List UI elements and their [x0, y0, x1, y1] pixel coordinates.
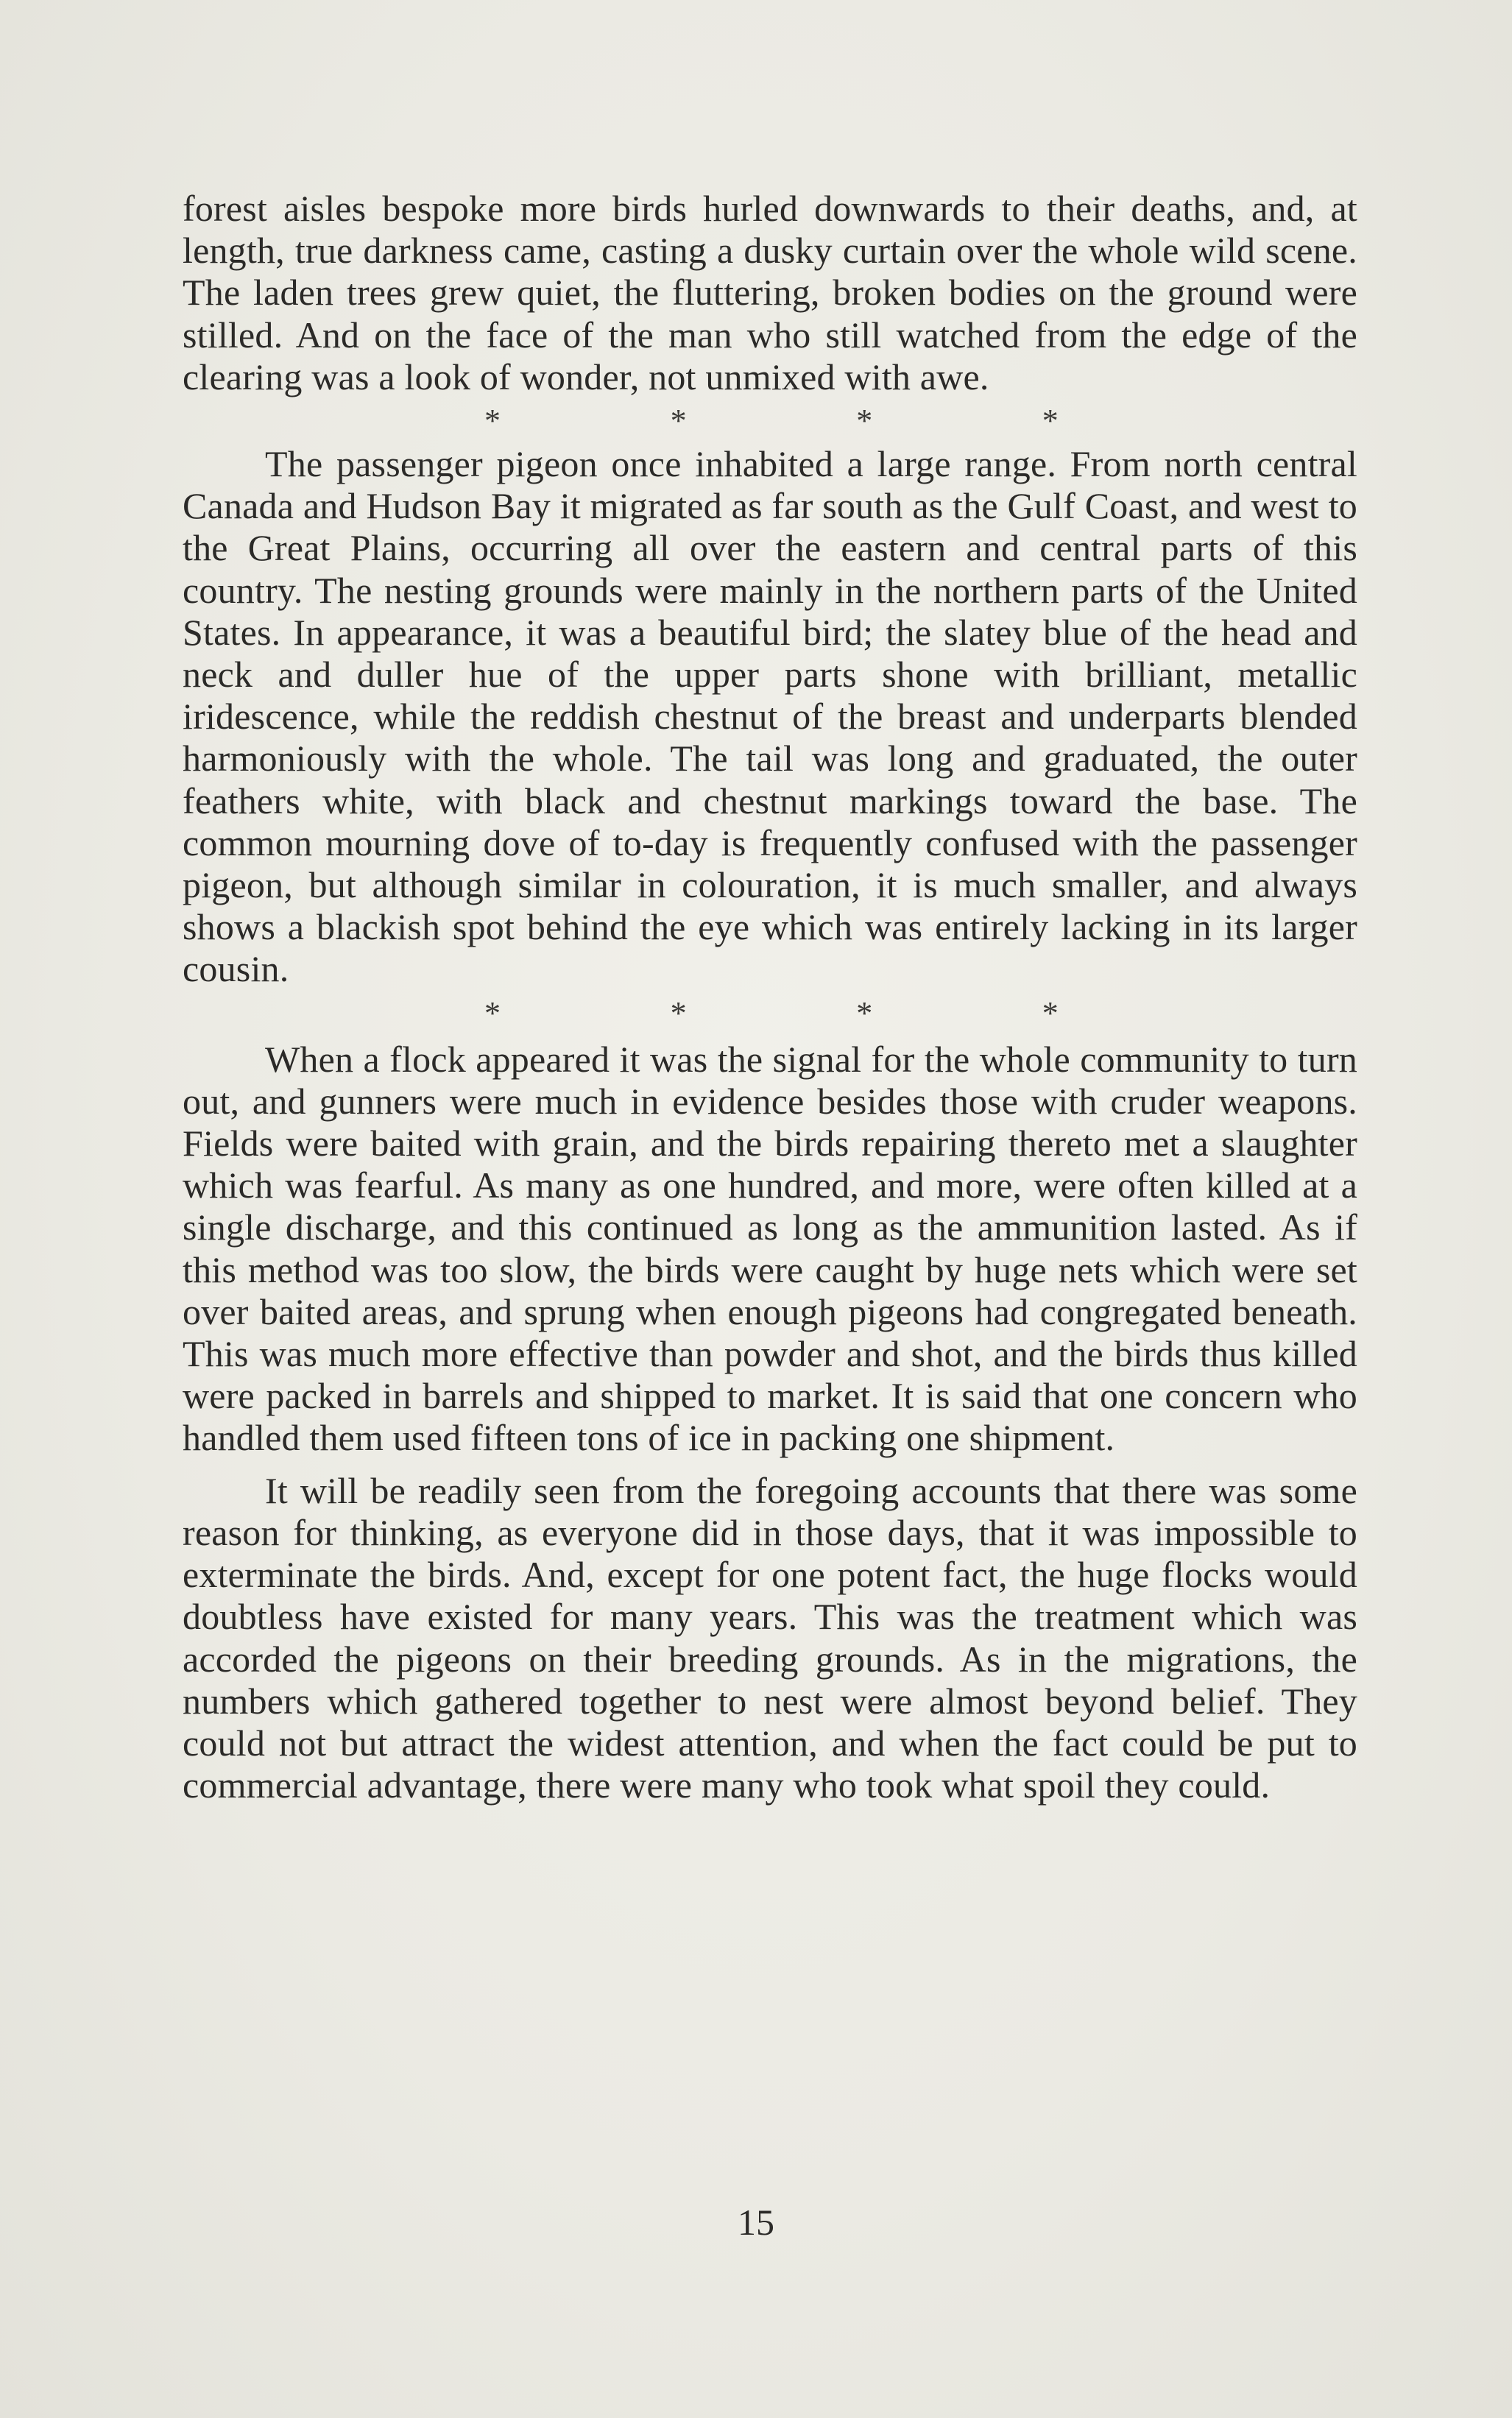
- paragraph-1: forest aisles bespoke more birds hurled downwards to their deaths, and, at length, true darkness came, casting a dusky curtain over the whole wild scene. The laden trees grew quiet, the fluttering, broken bodies on the ground were stilled. And on the face of the man who still watched from the edge of the clearing was a look of wonder, not unmixed with awe.: [183, 188, 1357, 397]
- section-separator-2: [484, 992, 1059, 1034]
- paragraph-3: When a flock appeared it was the signal for the whole community to turn out, and gunners were much in evidence besides those with cruder weapons. Fields were baited with grain, and the birds repairing thereto met a slaughter which was fearful. As many as one hundred, and more, were often killed at a single discharge, and this continued as long as the ammunition lasted. As if this method was too slow, the birds were caught by huge nets which were set over baited areas, and sprung when enough pigeons had congregated beneath. This was much more effective than powder and shot, and the birds thus killed were packed in barrels and shipped to market. It is said that one concern who handled them used fifteen tons of ice in packing one shipment.: [183, 1038, 1357, 1459]
- asterisk: *: [484, 994, 501, 1031]
- paragraph-4: It will be readily seen from the foregoing accounts that there was some reason for thinking, as everyone did in those days, that it was impossible to exterminate the birds. And, except for one potent fact, the huge flocks would doubtless have existed for many years. This was the treatment which was accorded the pigeons on their breeding grounds. As in the migrations, the numbers which gathered together to nest were almost beyond belief. They could not but attract the widest attention, and when the fact could be put to commercial advantage, there were many who took what spoil they could.: [183, 1469, 1357, 1806]
- asterisk: *: [670, 403, 687, 439]
- body-text: [183, 188, 1357, 1806]
- asterisk: *: [1042, 403, 1059, 439]
- section-separator-1: [484, 400, 1059, 442]
- asterisk: *: [1042, 994, 1059, 1031]
- paragraph-2: The passenger pigeon once inhabited a large range. From north central Canada and Hudson Bay it migrated as far south as the Gulf Coast, and west to the Great Plains, occurring all over the eastern and central parts of this country. The nesting grounds were mainly in the northern parts of the United States. In appearance, it was a beautiful bird; the slatey blue of the head and neck and duller hue of the upper parts shone with brilliant, metallic iridescence, while the reddish chestnut of the breast and underparts blended harmoniously with the whole. The tail was long and graduated, the outer feathers white, with black and chestnut markings toward the base. The common mourning dove of to-day is frequently confused with the passenger pigeon, but although similar in colouration, it is much smaller, and always shows a blackish spot behind the eye which was entirely lacking in its larger cousin.: [183, 443, 1357, 990]
- asterisk: *: [856, 994, 873, 1031]
- asterisk: *: [484, 403, 501, 439]
- asterisk: *: [856, 403, 873, 439]
- asterisk: *: [670, 994, 687, 1031]
- page-number: 15: [738, 2202, 774, 2243]
